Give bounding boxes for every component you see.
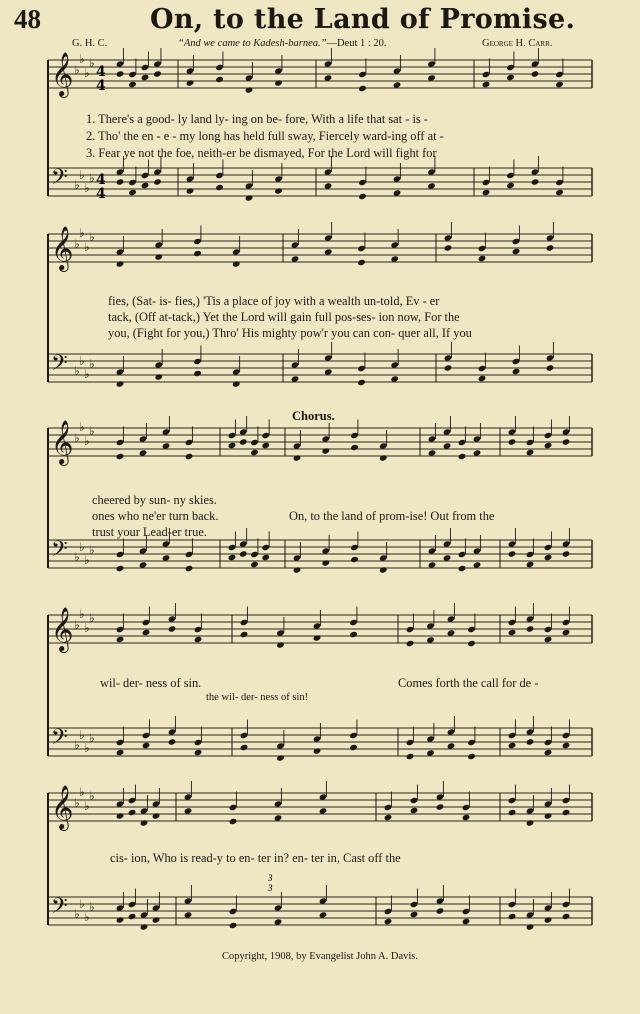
- note-head: [276, 754, 285, 761]
- note-head: [555, 81, 564, 88]
- words-credit: G. H. C.: [72, 38, 108, 49]
- note-head: [228, 554, 237, 561]
- note-head: [544, 812, 553, 819]
- note-head: [544, 442, 553, 449]
- note-head: [458, 453, 467, 460]
- note-head: [526, 449, 535, 456]
- chorus-line3: cis- ion, Who is read-y to en- ter in? en- ter in, Cast off the: [110, 851, 401, 865]
- note-head: [193, 370, 202, 377]
- flat-sign: ♭: [89, 424, 95, 438]
- note-head: [245, 86, 254, 93]
- page-number: 48: [14, 4, 41, 34]
- note-head: [152, 916, 161, 923]
- verse1-line3: cheered by sun- ny skies.: [92, 493, 217, 507]
- flat-sign: ♭: [84, 741, 90, 755]
- music-credit: George H. Carr.: [482, 38, 553, 49]
- note-head: [562, 809, 571, 816]
- note-head: [141, 74, 150, 81]
- note-head: [562, 742, 571, 749]
- note-head: [508, 913, 517, 920]
- note-head: [154, 253, 163, 260]
- bass-clef: 𝄢: [51, 165, 68, 195]
- note-head: [229, 818, 238, 825]
- note-head: [229, 922, 238, 929]
- note-head: [462, 814, 471, 821]
- flat-sign: ♭: [89, 171, 95, 185]
- triplet-mark-bass: 3: [268, 873, 273, 883]
- note-head: [142, 742, 151, 749]
- bass-clef: 𝄢: [51, 894, 68, 924]
- note-head: [546, 364, 555, 371]
- note-head: [140, 819, 149, 826]
- treble-clef: 𝄞: [51, 607, 74, 651]
- note-head: [379, 454, 388, 461]
- flat-sign: ♭: [84, 66, 90, 80]
- note-head: [228, 442, 237, 449]
- note-head: [379, 566, 388, 573]
- note-head: [349, 631, 358, 638]
- note-head: [239, 438, 248, 445]
- note-head: [444, 244, 453, 251]
- note-head: [526, 923, 535, 930]
- note-head: [240, 631, 249, 638]
- note-head: [506, 74, 515, 81]
- note-head: [349, 744, 358, 751]
- time-sig-bottom: 4: [96, 78, 106, 94]
- flat-sign: ♭: [89, 357, 95, 371]
- note-head: [116, 453, 125, 460]
- note-head: [321, 559, 330, 566]
- note-head: [274, 187, 283, 194]
- flat-sign: ♭: [79, 226, 85, 240]
- note-head: [193, 250, 202, 257]
- note-head: [508, 438, 517, 445]
- time-signature-treble: [96, 64, 106, 94]
- note-head: [544, 749, 553, 756]
- note-head: [274, 79, 283, 86]
- note-head: [128, 81, 137, 88]
- note-head: [357, 259, 366, 266]
- flat-sign: ♭: [84, 799, 90, 813]
- note-head: [544, 554, 553, 561]
- note-head: [458, 565, 467, 572]
- note-head: [467, 640, 476, 647]
- note-head: [444, 364, 453, 371]
- note-head: [240, 744, 249, 751]
- note-head: [321, 447, 330, 454]
- note-head: [250, 449, 259, 456]
- note-head: [141, 182, 150, 189]
- verse3-line3: trust your Lead-er true.: [92, 525, 207, 539]
- note-head: [276, 641, 285, 648]
- flat-sign: ♭: [74, 178, 80, 192]
- verse1-line1: 1. There's a good- ly land ly- ing on be- fore, With a life that sat - is -: [86, 112, 428, 126]
- note-head: [562, 913, 571, 920]
- note-head: [116, 565, 125, 572]
- treble-clef: 𝄞: [51, 52, 74, 96]
- note-head: [555, 189, 564, 196]
- note-head: [116, 916, 125, 923]
- note-head: [293, 454, 302, 461]
- flat-sign: ♭: [79, 420, 85, 434]
- verse2-line3: ones who ne'er turn back.: [92, 509, 219, 523]
- note-head: [313, 634, 322, 641]
- flat-sign: ♭: [74, 431, 80, 445]
- note-head: [508, 550, 517, 557]
- flat-sign: ♭: [79, 785, 85, 799]
- flat-sign: ♭: [79, 897, 85, 911]
- note-head: [142, 629, 151, 636]
- note-head: [384, 814, 393, 821]
- note-head: [232, 380, 241, 387]
- scripture-text: “And we came to Kadesh-barnea.”: [178, 38, 327, 49]
- note-head: [410, 807, 419, 814]
- note-head: [526, 625, 535, 632]
- note-head: [506, 182, 515, 189]
- note-head: [239, 550, 248, 557]
- triplet-mark: 3: [268, 883, 273, 893]
- note-head: [478, 375, 487, 382]
- verse2-line2: tack, (Off at-tack,) Yet the Lord will gain full pos-ses- ion now, For the: [108, 310, 460, 324]
- note-head: [508, 742, 517, 749]
- note-head: [168, 738, 177, 745]
- note-head: [128, 913, 137, 920]
- note-head: [531, 178, 540, 185]
- note-head: [526, 819, 535, 826]
- note-head: [250, 561, 259, 568]
- treble-clef: 𝄞: [51, 226, 74, 270]
- flat-sign: ♭: [79, 540, 85, 554]
- flat-sign: ♭: [84, 621, 90, 635]
- flat-sign: ♭: [84, 553, 90, 567]
- copyright-notice: Copyright, 1908, by Evangelist John A. Davis.: [222, 951, 418, 962]
- flat-sign: ♭: [89, 543, 95, 557]
- flat-sign: ♭: [89, 731, 95, 745]
- note-head: [261, 442, 270, 449]
- note-head: [152, 812, 161, 819]
- note-head: [531, 70, 540, 77]
- note-head: [261, 554, 270, 561]
- bass-clef: 𝄢: [51, 725, 68, 755]
- scripture-reference: —Deut 1 : 20.: [326, 38, 387, 49]
- flat-sign: ♭: [74, 907, 80, 921]
- note-head: [508, 629, 517, 636]
- flat-sign: ♭: [84, 910, 90, 924]
- note-head: [293, 566, 302, 573]
- flat-sign: ♭: [79, 52, 85, 66]
- bass-clef: 𝄢: [51, 351, 68, 381]
- note-head: [357, 379, 366, 386]
- flat-sign: ♭: [84, 434, 90, 448]
- note-head: [350, 444, 359, 451]
- note-head: [508, 809, 517, 816]
- note-head: [358, 85, 367, 92]
- note-head: [186, 79, 195, 86]
- note-head: [384, 918, 393, 925]
- note-head: [526, 561, 535, 568]
- flat-sign: ♭: [84, 367, 90, 381]
- note-head: [436, 803, 445, 810]
- note-head: [140, 923, 149, 930]
- hymn-title: On, to the Land of Promise.: [150, 4, 576, 35]
- flat-sign: ♭: [74, 364, 80, 378]
- flat-sign: ♭: [74, 550, 80, 564]
- note-head: [185, 453, 194, 460]
- note-head: [482, 81, 491, 88]
- note-heads: [116, 48, 571, 931]
- note-head: [313, 747, 322, 754]
- flat-sign: ♭: [74, 738, 80, 752]
- note-head: [154, 373, 163, 380]
- note-head: [194, 749, 203, 756]
- note-head: [462, 918, 471, 925]
- note-head: [245, 194, 254, 201]
- note-head: [185, 565, 194, 572]
- flat-sign: ♭: [79, 354, 85, 368]
- note-head: [544, 916, 553, 923]
- note-head: [215, 184, 224, 191]
- chorus-line2b: Comes forth the call for de -: [398, 676, 539, 690]
- note-head: [186, 187, 195, 194]
- flat-sign: ♭: [89, 230, 95, 244]
- note-head: [482, 189, 491, 196]
- flat-sign: ♭: [84, 181, 90, 195]
- flat-sign: ♭: [79, 607, 85, 621]
- chorus-label: Chorus.: [292, 409, 335, 423]
- flat-sign: ♭: [79, 728, 85, 742]
- chorus-line1: On, to the land of prom-ise! Out from the: [289, 509, 495, 523]
- note-head: [232, 260, 241, 267]
- chorus-line2a: wil- der- ness of sin.: [100, 676, 202, 690]
- verse1-line2: fies, (Sat- is- fies,) 'Tis a place of joy with a wealth un-told, Ev - er: [108, 294, 440, 308]
- note-head: [512, 248, 521, 255]
- verse2-line1: 2. Tho' the en - e - my long has held full sway, Fiercely ward-ing off at -: [86, 129, 444, 143]
- note-head: [410, 911, 419, 918]
- note-head: [116, 70, 125, 77]
- note-head: [544, 636, 553, 643]
- note-head: [562, 629, 571, 636]
- note-head: [350, 556, 359, 563]
- note-head: [406, 753, 415, 760]
- note-head: [526, 738, 535, 745]
- note-head: [116, 178, 125, 185]
- chorus-echo: the wil- der- ness of sin!: [206, 692, 309, 703]
- note-head: [562, 438, 571, 445]
- flat-sign: ♭: [89, 611, 95, 625]
- time-sig-bottom-bass: 4: [96, 186, 106, 202]
- flat-sign: ♭: [84, 240, 90, 254]
- note-head: [116, 260, 125, 267]
- note-head: [128, 189, 137, 196]
- note-head: [116, 749, 125, 756]
- verse3-line1: 3. Fear ye not the foe, neith-er be dismayed, For the Lord will fight for: [86, 146, 437, 160]
- flat-sign: ♭: [79, 168, 85, 182]
- flat-sign: ♭: [74, 618, 80, 632]
- note-head: [116, 636, 125, 643]
- note-head: [116, 380, 125, 387]
- note-head: [168, 625, 177, 632]
- note-head: [467, 753, 476, 760]
- note-head: [128, 809, 137, 816]
- note-head: [436, 907, 445, 914]
- flat-sign: ♭: [74, 63, 80, 77]
- note-head: [562, 550, 571, 557]
- note-head: [406, 640, 415, 647]
- note-head: [478, 255, 487, 262]
- flat-sign: ♭: [74, 796, 80, 810]
- note-head: [153, 178, 162, 185]
- flat-sign: ♭: [89, 789, 95, 803]
- time-sig-top: 4: [96, 64, 106, 80]
- note-head: [358, 193, 367, 200]
- treble-clef: 𝄞: [51, 785, 74, 829]
- flat-sign: ♭: [74, 237, 80, 251]
- flat-sign: ♭: [89, 56, 95, 70]
- note-head: [153, 70, 162, 77]
- note-head: [194, 636, 203, 643]
- flat-sign: ♭: [89, 900, 95, 914]
- note-head: [116, 812, 125, 819]
- time-signature-bass: [96, 172, 106, 202]
- verse3-line2: you, (Fight for you,) Thro' His mighty pow'r you can con- quer all, If you: [108, 326, 472, 340]
- time-sig-top-bass: 4: [96, 172, 106, 188]
- note-head: [512, 368, 521, 375]
- treble-clef: 𝄞: [51, 420, 74, 464]
- note-head: [546, 244, 555, 251]
- note-head: [215, 76, 224, 83]
- bass-clef: 𝄢: [51, 537, 68, 567]
